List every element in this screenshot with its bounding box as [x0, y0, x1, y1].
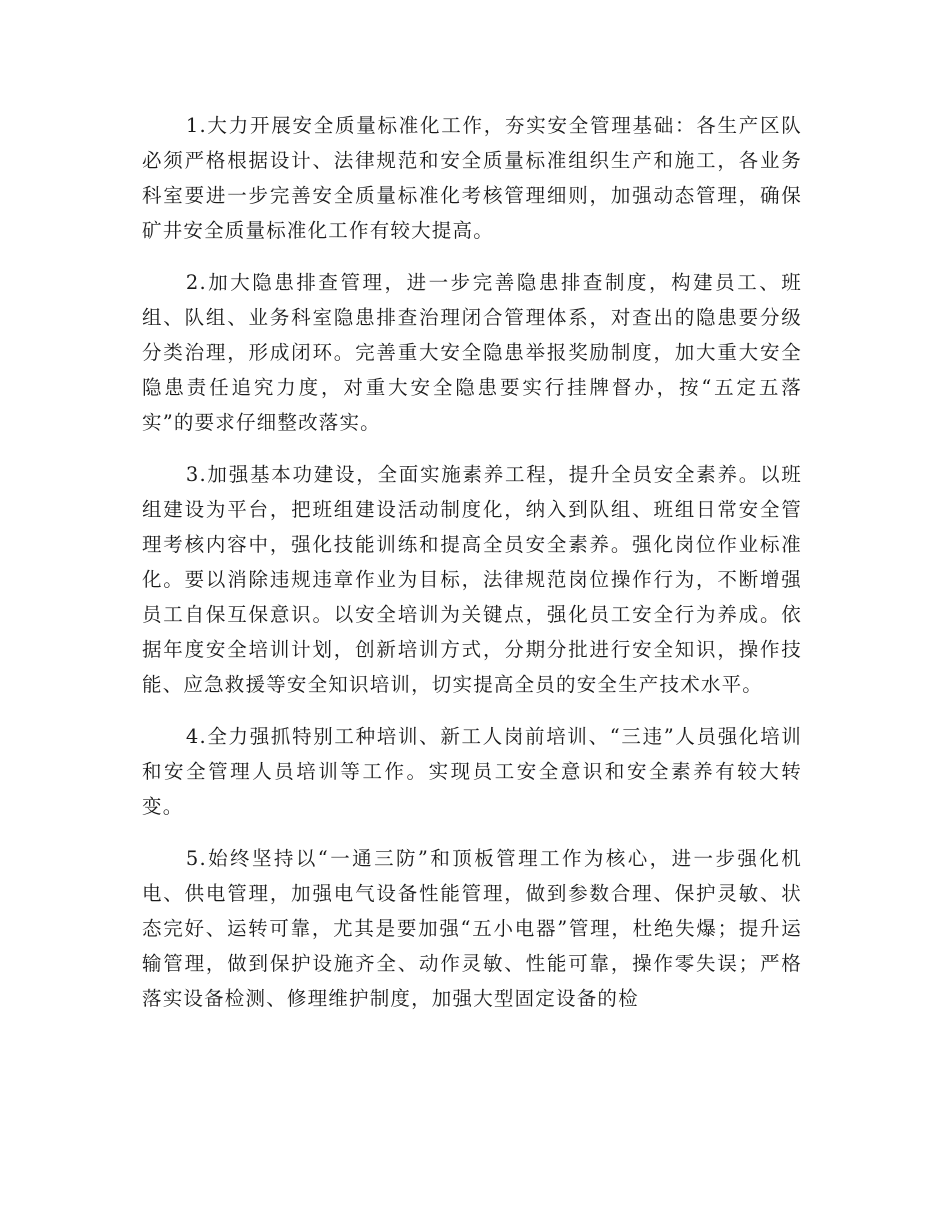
paragraph-5: 5.始终坚持以“一通三防”和顶板管理工作为核心，进一步强化机电、供电管理，加强电气设备性能管理，做到参数合理、保护灵敏、状态完好、运转可靠，尤其是要加强“五小电器”管理，杜绝失爆；提升运输管理，做到保护设施齐全、动作灵敏、性能可靠，操作零失误；严格落实设备检测、修理维护制度，加强大型固定设备的检	[142, 847, 802, 1010]
paragraph-3: 3.加强基本功建设，全面实施素养工程，提升全员安全素养。以班组建设为平台，把班组建设活动制度化，纳入到队组、班组日常安全管理考核内容中，强化技能训练和提高全员安全素养。强化岗位作业标准化。要以消除违规违章作业为目标，法律规范岗位操作行为，不断增强员工自保互保意识。以安全培训为关键点，强化员工安全行为养成。依据年度安全培训计划，创新培训方式，分期分批进行安全知识，操作技能、应急救援等安全知识培训，切实提高全员的安全生产技术水平。	[142, 463, 802, 696]
paragraph-2: 2.加大隐患排查管理，进一步完善隐患排查制度，构建员工、班组、队组、业务科室隐患排查治理闭合管理体系，对查出的隐患要分级分类治理，形成闭环。完善重大安全隐患举报奖励制度，加大重大安全隐患责任追究力度，对重大安全隐患要实行挂牌督办，按“五定五落实”的要求仔细整改落实。	[142, 271, 802, 434]
paragraph-4: 4.全力强抓特别工种培训、新工人岗前培训、“三违”人员强化培训和安全管理人员培训等工作。实现员工安全意识和安全素养有较大转变。	[142, 725, 802, 818]
document-body	[142, 108, 802, 1033]
paragraph-1: 1.大力开展安全质量标准化工作，夯实安全管理基础：各生产区队必须严格根据设计、法律规范和安全质量标准组织生产和施工，各业务科室要进一步完善安全质量标准化考核管理细则，加强动态管理，确保矿井安全质量标准化工作有较大提高。	[142, 114, 802, 242]
